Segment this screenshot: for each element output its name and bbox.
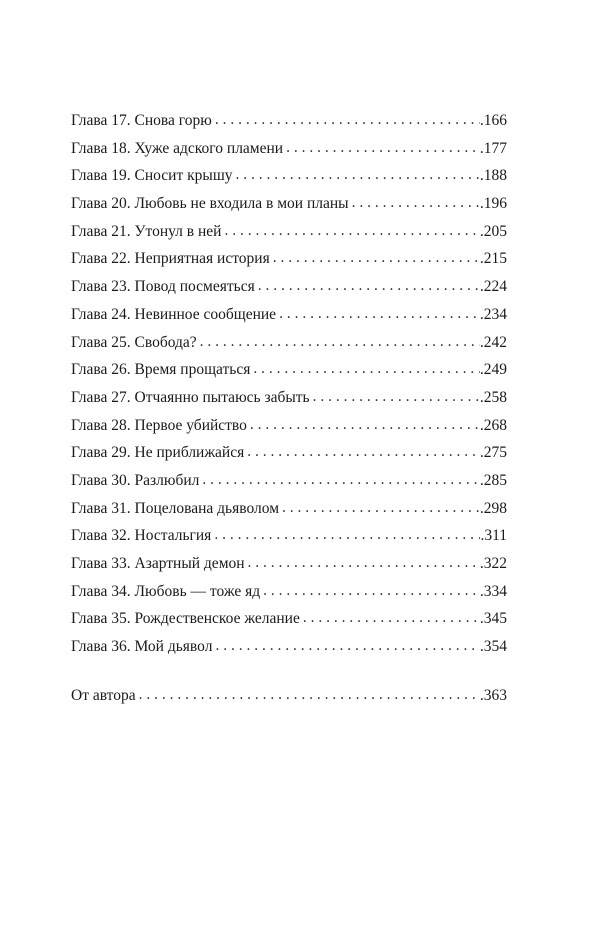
toc-entry-ch18 (71, 135, 507, 163)
dot-leader (282, 494, 480, 522)
toc-entry-title: Глава 30. Разлюбил (71, 471, 200, 489)
toc-entry-ch36 (71, 633, 507, 661)
toc-entry-ch17 (71, 107, 507, 135)
toc-entry-page: .268 (479, 416, 507, 434)
toc-entry-ch20 (71, 190, 507, 218)
dot-leader (224, 217, 479, 245)
dot-leader (247, 438, 480, 466)
toc-entry-title: Глава 35. Рождественское желание (71, 610, 300, 628)
dot-leader (214, 521, 480, 549)
toc-entry-ch28 (71, 412, 507, 440)
toc-entry-page: .215 (479, 250, 507, 268)
toc-entry-page: .205 (479, 222, 507, 240)
toc-entry-title: Глава 32. Ностальгия (71, 527, 212, 545)
toc-entry-page: .285 (479, 471, 507, 489)
dot-leader (200, 328, 480, 356)
toc-entry-page: .298 (479, 499, 507, 517)
toc-entry-page: .363 (479, 687, 507, 704)
toc-entry-page: .275 (479, 444, 507, 462)
toc-entry-title: Глава 28. Первое убийство (71, 416, 247, 434)
toc-entry-page: .224 (479, 278, 507, 296)
dot-leader (215, 106, 480, 134)
toc-entry-ch31 (71, 495, 507, 523)
dot-leader (313, 383, 480, 411)
toc-entry-title: Глава 33. Азартный демон (71, 555, 245, 572)
dot-leader (273, 244, 480, 272)
toc-entry-title: Глава 31. Поцелована дьяволом (71, 499, 280, 517)
toc-entry-ch27 (71, 384, 507, 412)
toc-entry-ch33 (71, 550, 507, 578)
dot-leader (215, 632, 479, 660)
dot-leader (250, 411, 480, 439)
toc-entry-title: Глава 25. Свобода? (71, 333, 197, 351)
toc-entry-title: Глава 17. Снова горю (71, 112, 212, 129)
toc-entry-title: Глава 18. Хуже адского пламени (71, 139, 284, 157)
toc-entry-ch35 (71, 605, 507, 633)
toc-entry-ch30 (71, 467, 507, 495)
dot-leader (202, 466, 479, 494)
toc-entry-title: Глава 20. Любовь не входила в мои планы (71, 195, 349, 213)
toc-entry-title: Глава 24. Невинное сообщение (71, 305, 277, 323)
toc-entry-page: .345 (479, 610, 507, 628)
table-of-contents-afterword (71, 682, 507, 710)
toc-entry-page: .354 (479, 638, 507, 656)
toc-entry-page: .311 (480, 527, 507, 545)
dot-leader (303, 604, 480, 632)
toc-entry-ch22 (71, 245, 507, 273)
toc-entry-title: Глава 29. Не приближайся (71, 444, 245, 462)
toc-entry-page: .334 (479, 582, 507, 600)
toc-entry-title: Глава 36. Мой дьявол (71, 638, 213, 656)
toc-entry-page: .322 (479, 555, 507, 572)
toc-entry-page: .188 (479, 167, 507, 185)
toc-entry-page: .242 (479, 333, 507, 351)
toc-entry-title: От автора (71, 687, 136, 704)
dot-leader (258, 272, 480, 300)
toc-entry-title: Глава 21. Утонул в ней (71, 222, 222, 240)
toc-entry-title: Глава 27. Отчаянно пытаюсь забыть (71, 388, 310, 406)
toc-entry-ch23 (71, 273, 507, 301)
toc-entry-ch24 (71, 301, 507, 329)
toc-entry-ch21 (71, 218, 507, 246)
dot-leader (352, 189, 480, 217)
dot-leader (253, 355, 480, 383)
dot-leader (279, 300, 480, 328)
toc-entry-ch19 (71, 162, 507, 190)
dot-leader (286, 134, 480, 162)
toc-entry-page: .196 (479, 195, 507, 213)
toc-entry-title: Глава 23. Повод посмеяться (71, 278, 255, 296)
toc-entry-page: .258 (479, 388, 507, 406)
toc-entry-ch26 (71, 356, 507, 384)
toc-entry-ch32 (71, 522, 507, 550)
toc-entry-ch25 (71, 329, 507, 357)
toc-entry-page: .234 (479, 305, 507, 323)
toc-entry-title: Глава 22. Неприятная история (71, 250, 270, 268)
dot-leader (139, 681, 480, 709)
toc-entry-afterword (71, 682, 507, 710)
toc-entry-title: Глава 34. Любовь — тоже яд (71, 582, 261, 600)
dot-leader (248, 549, 480, 577)
toc-entry-page: .249 (479, 361, 507, 379)
table-of-contents (71, 107, 507, 661)
toc-entry-page: .177 (479, 139, 507, 157)
toc-entry-page: .166 (479, 112, 507, 129)
toc-entry-ch34 (71, 578, 507, 606)
toc-entry-title: Глава 19. Сносит крышу (71, 167, 233, 185)
toc-entry-title: Глава 26. Время прощаться (71, 361, 251, 379)
toc-entry-ch29 (71, 439, 507, 467)
dot-leader (236, 161, 480, 189)
dot-leader (263, 577, 480, 605)
